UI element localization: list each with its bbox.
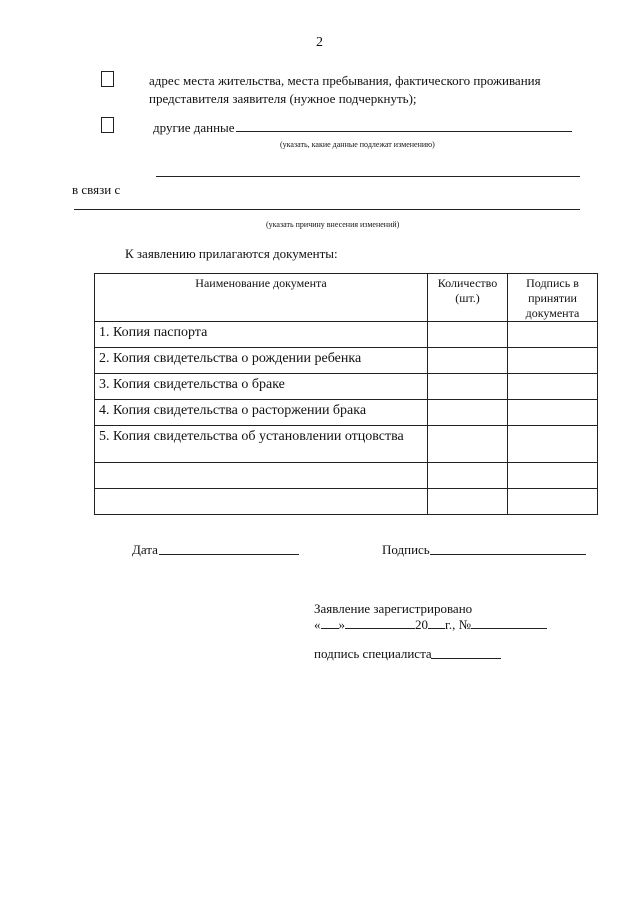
registration-title: Заявление зарегистрировано — [314, 601, 473, 616]
document-name-cell: 2. Копия свидетельства о рождении ребенка — [95, 348, 428, 374]
quantity-cell[interactable] — [428, 426, 508, 463]
header-document-name: Наименование документа — [95, 274, 428, 322]
year-prefix: 20 — [415, 617, 428, 632]
header-quantity: Количество (шт.) — [428, 274, 508, 322]
signature-cell[interactable] — [508, 348, 598, 374]
quantity-cell[interactable] — [428, 489, 508, 515]
table-row — [95, 322, 598, 348]
address-checkbox[interactable] — [101, 71, 114, 87]
quantity-cell[interactable] — [428, 463, 508, 489]
document-name-cell: 4. Копия свидетельства о расторжении брака — [95, 400, 428, 426]
quantity-cell[interactable] — [428, 374, 508, 400]
specialist-signature-field[interactable] — [431, 658, 501, 659]
open-quote: « — [314, 617, 321, 632]
other-data-checkbox[interactable] — [101, 117, 114, 133]
reason-field[interactable] — [74, 209, 580, 210]
other-data-label: другие данные — [153, 120, 235, 135]
documents-table — [94, 273, 598, 515]
signature-cell[interactable] — [508, 463, 598, 489]
registration-number-field[interactable] — [471, 614, 547, 629]
header-signature: Подпись в принятии документа — [508, 274, 598, 322]
document-name-cell: 3. Копия свидетельства о браке — [95, 374, 428, 400]
table-header-row — [95, 274, 598, 322]
date-label: Дата — [132, 542, 158, 557]
signature-cell[interactable] — [508, 374, 598, 400]
document-name-cell: 5. Копия свидетельства об установлении отцовства — [95, 426, 428, 463]
other-data-field-2[interactable] — [156, 176, 580, 177]
registration-line — [314, 614, 547, 634]
quantity-cell[interactable] — [428, 322, 508, 348]
signature-cell[interactable] — [508, 400, 598, 426]
year-suffix: г., № — [445, 617, 472, 632]
reason-hint: (указать причину внесения изменений) — [266, 220, 400, 229]
other-data-hint: (указать, какие данные подлежат изменению) — [280, 140, 435, 149]
table-row — [95, 348, 598, 374]
document-name-cell: 1. Копия паспорта — [95, 322, 428, 348]
table-row — [95, 489, 598, 515]
quantity-cell[interactable] — [428, 400, 508, 426]
registration-day-field[interactable] — [321, 614, 339, 629]
registration-year-field[interactable] — [428, 614, 445, 629]
address-option-line2: представителя заявителя (нужное подчеркнуть); — [149, 91, 417, 106]
other-data-field[interactable] — [236, 131, 572, 132]
signature-label: Подпись — [382, 542, 430, 557]
table-row — [95, 426, 598, 463]
table-row — [95, 463, 598, 489]
specialist-signature-label: подпись специалиста — [314, 646, 432, 661]
address-option-line1: адрес места жительства, места пребывания, фактического проживания — [149, 73, 541, 88]
page-number: 2 — [316, 35, 323, 50]
close-quote: » — [338, 617, 345, 632]
document-name-cell[interactable] — [95, 489, 428, 515]
table-row — [95, 400, 598, 426]
attachments-title: К заявлению прилагаются документы: — [125, 246, 338, 261]
registration-month-field[interactable] — [345, 614, 415, 629]
signature-field[interactable] — [430, 554, 586, 555]
signature-cell[interactable] — [508, 426, 598, 463]
document-name-cell[interactable] — [95, 463, 428, 489]
table-row — [95, 374, 598, 400]
quantity-cell[interactable] — [428, 348, 508, 374]
reason-label: в связи с — [72, 182, 121, 197]
signature-cell[interactable] — [508, 489, 598, 515]
signature-cell[interactable] — [508, 322, 598, 348]
date-field[interactable] — [159, 554, 299, 555]
